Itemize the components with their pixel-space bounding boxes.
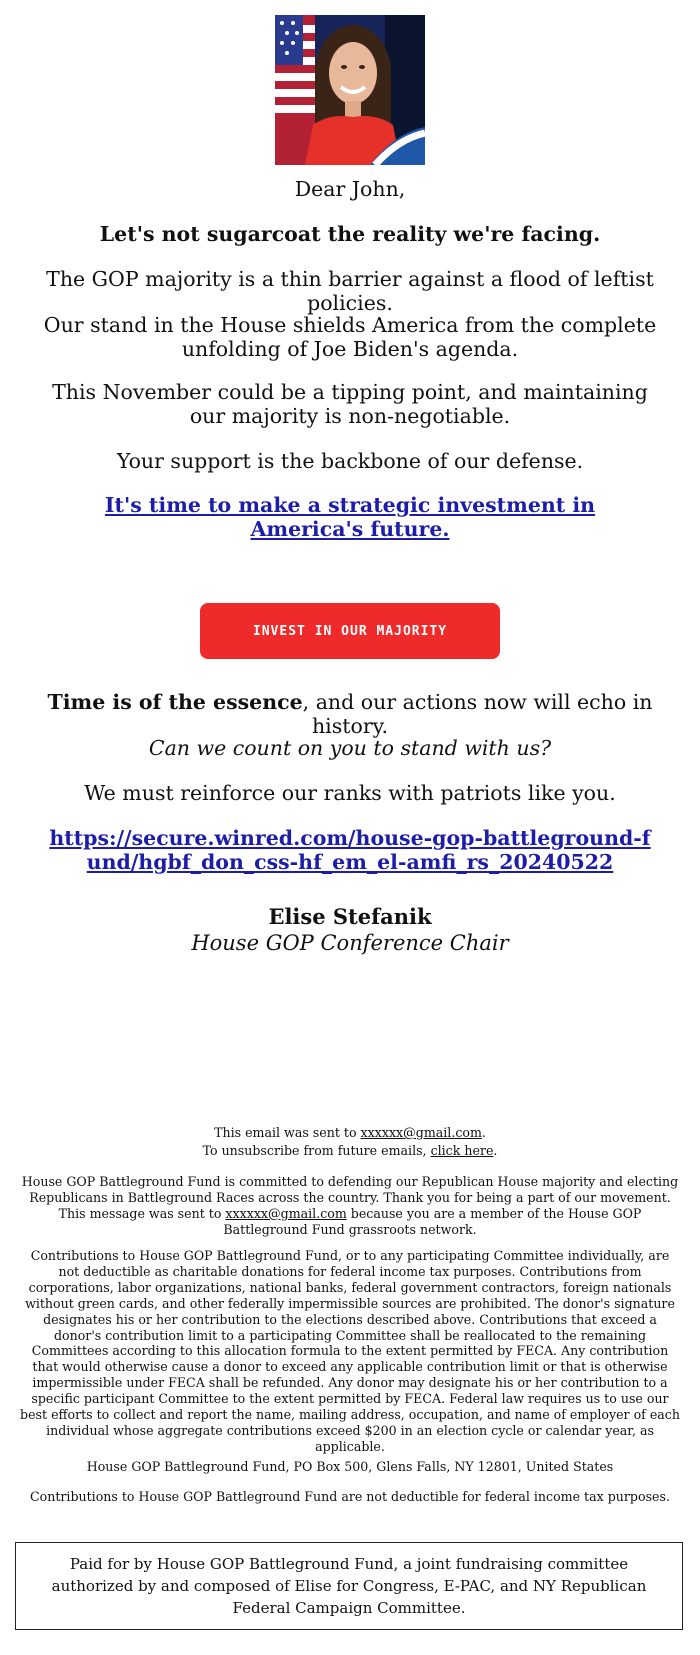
- unsubscribe-link[interactable]: click here: [430, 1143, 494, 1158]
- signature-title: House GOP Conference Chair: [191, 931, 509, 955]
- unsubscribe-line: [20, 1143, 680, 1159]
- urgency-line: [12, 690, 688, 738]
- unsubscribe-suffix: .: [493, 1143, 498, 1158]
- sent-to-suffix: .: [481, 1125, 486, 1140]
- sent-to-email-link[interactable]: xxxxxx@gmail.com: [360, 1125, 482, 1140]
- paragraph-house-stand: Our stand in the House shields America from the complete unfolding of Joe Biden's agenda.: [43, 313, 657, 361]
- signature-name: Elise Stefanik: [268, 904, 432, 929]
- urgency-bold: Time is of the essence: [47, 690, 303, 714]
- urgency-rest: , and our actions now will echo in history.: [302, 690, 653, 738]
- question: Can we count on you to stand with us?: [148, 736, 552, 760]
- portrait-photo: [275, 15, 425, 165]
- mission-email-link[interactable]: xxxxxx@gmail.com: [225, 1205, 347, 1221]
- investment-link[interactable]: It's time to make a strategic investment in America's future.: [104, 493, 596, 541]
- donation-url-link[interactable]: https://secure.winred.com/house-gop-battleground-fund/hgbf_don_css-hf_em_el-amfi_rs_20240522: [49, 826, 651, 874]
- mission-suffix: because you are a member of the House GOP Battleground Fund grassroots network.: [223, 1205, 642, 1237]
- paid-for-text: Paid for by House GOP Battleground Fund, a joint fundraising committee authorized by and composed of Elise for Congress, E-PAC, and NY Republican Federal Campaign Committee.: [51, 1555, 647, 1617]
- tax-note: Contributions to House GOP Battleground Fund are not deductible for federal income tax purposes.: [30, 1489, 670, 1504]
- paragraph-thin-barrier: The GOP majority is a thin barrier against a flood of leftist policies.: [46, 267, 654, 315]
- invest-button[interactable]: INVEST IN OUR MAJORITY: [200, 603, 500, 659]
- sent-to-prefix: This email was sent to: [214, 1125, 361, 1140]
- sent-to-line: [20, 1125, 680, 1141]
- mailing-address: House GOP Battleground Fund, PO Box 500, Glens Falls, NY 12801, United States: [86, 1459, 614, 1474]
- headline: Let's not sugarcoat the reality we're facing.: [99, 222, 601, 246]
- paragraph-tipping-point: This November could be a tipping point, and maintaining our majority is non-negotiable.: [52, 380, 648, 428]
- disclaimer: Contributions to House GOP Battleground Fund, or to any participating Committee individually, are not deductible as charitable donations for federal income tax purposes. Contributions from corporations, labor organizations, national banks, federal government contractors, foreign nationals without green cards, and other federally impermissible sources are prohibited. The donor's signature designates his or her contribution to the elections described above. Contributions that exceed a donor's contribution limit to a participating Committee shall be reallocated to the remaining Committees according to this allocation formula to the extent permitted by FECA. Any contribution that would otherwise cause a donor to exceed any applicable contribution limit or that is otherwise impermissible under FECA shall be refunded. Any donor may designate his or her contribution to a specific participant Committee to the extent permitted by FECA. Federal law requires us to use our best efforts to collect and report the name, mailing address, occupation, and name of employer of each individual whose aggregate contributions exceed $200 in an election cycle or calendar year, as applicable.: [20, 1248, 680, 1454]
- unsubscribe-prefix: To unsubscribe from future emails,: [202, 1143, 431, 1158]
- paragraph-support: Your support is the backbone of our defense.: [116, 449, 584, 473]
- paid-for-box: [15, 1542, 683, 1630]
- greeting: Dear John,: [294, 177, 406, 201]
- mission-prefix: House GOP Battleground Fund is committed to defending our Republican House majority and electing Republicans in Battleground Races across the country. Thank you for being a part of our movement. This message was sent to: [21, 1174, 679, 1221]
- reinforce-line: We must reinforce our ranks with patriots like you.: [84, 781, 616, 805]
- mission-statement: [20, 1174, 680, 1238]
